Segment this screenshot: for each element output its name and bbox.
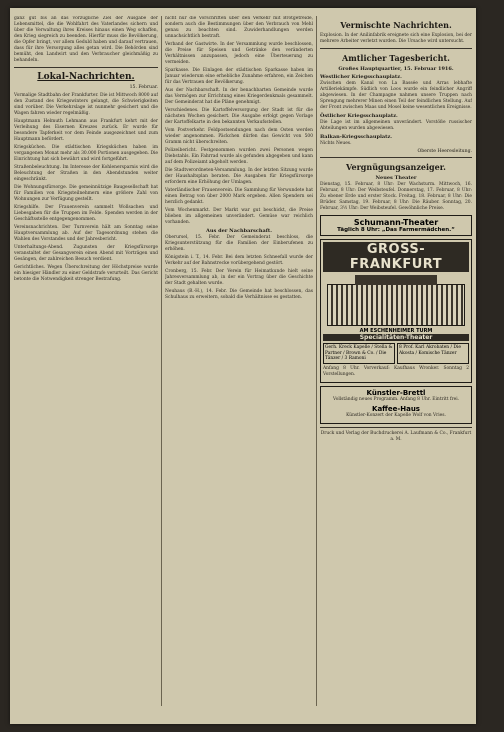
article-paragraph: Die Stadtverordneten-Versammlung. In der letzten Sitzung wurde der Haushaltsplan beraten. Die Ausgaben für Kriegsfürsorge erfordern eine Erhöhung der Umlagen.	[165, 168, 313, 185]
article-paragraph: Polizeibericht. Festgenommen wurden zwei Personen wegen Diebstahls. Ein Fahrrad wurde als gefunden abgegeben und kann auf dem Polizeiamt abgeholt werden.	[165, 148, 313, 165]
ad-title: GROSS-FRANKFURT	[323, 242, 469, 272]
column-divider	[161, 16, 162, 706]
subheading-west: Westlicher Kriegsschauplatz.	[320, 74, 402, 80]
ad-title: Schumann-Theater	[353, 218, 439, 227]
section-heading-misc: Vermischte Nachrichten.	[340, 20, 452, 30]
divider	[14, 67, 158, 68]
program-box: Gerh. Kreck Kapelle / Stella & Partner / Brown & Co. / Die Tänzer / 3 Ramoni	[323, 343, 395, 364]
ad-subtitle: AM ESCHENHEIMER TURM	[359, 328, 433, 334]
ad-title: Kaffee-Haus	[372, 404, 420, 413]
section-heading-entertainment: Vergnügungsanzeiger.	[346, 162, 446, 172]
article-paragraph: Hauptmann Helmuth Lehmann aus Frankfurt kehrt mit der Verleihung des Eisernen Kreuzes zurück. Er wurde für besondere Tapferkeit vor dem Feinde ausgezeichnet und zum Hauptmann befördert.	[14, 119, 158, 142]
dateline: 15. Februar.	[129, 85, 158, 90]
article-paragraph: Oberursel, 15. Febr. Der Gemeinderat beschloss, die Kriegsunterstützung für die Familien der Einberufenen zu erhöhen.	[165, 235, 313, 252]
article-paragraph: Die Lage ist im allgemeinen unverändert. Vorstöße russischer Abteilungen wurden abgewiesen.	[320, 120, 472, 131]
ad-schedule: Anfang 8 Uhr. Vorverkauf: Kaufhaus Wronker. Sonntag 2 Vorstellungen.	[323, 365, 469, 377]
ad-text: Künstler-Konzert der Kapelle Wolf von Vries.	[346, 412, 446, 418]
column-right	[320, 16, 472, 716]
article-paragraph: Aus der Nachbarschaft. In der benachbarten Gemeinde wurde das Vermögen zur Errichtung eines Kriegerdenkmals gesammelt. Der Gemeinderat hat die Pläne genehmigt.	[165, 88, 313, 105]
intro-paragraph: ganz gut bis an das vorzügliche Ziel der Ausgabe der Lebensmittel, die die Wohlfahrt des Vaterlandes sichern und über die Verwaltung ihres Kreises hinaus einen Weg schaffen, den Krieg siegreich zu beenden. Hierfür muss die Bevölkerung, die Opfer bringt, vor allem Geduld haben und darauf vertrauen, dass für ihre Versorgung alles getan wird. Die Behörden sind bemüht, den Landwirt und den Verbraucher gleichmäßig zu behandeln.	[14, 16, 158, 63]
column-middle	[165, 16, 313, 716]
column-left	[14, 16, 158, 716]
article-paragraph: Die Wohnungsfürsorge. Die gemeinnützige Baugesellschaft hat für Familien von Kriegsteilnehmern eine größere Zahl von Wohnungen zur Verfügung gestellt.	[14, 185, 158, 202]
article-paragraph: Explosion. In der Anilinfabrik ereignete sich eine Explosion, bei der mehrere Arbeiter verletzt wurden. Die Ursache wird untersucht.	[320, 33, 472, 44]
article-paragraph: Vormalige Stadtbahn der Frankfurter. Die ist Mittwoch 8000 auf den Zustand des Kriegswinters gelangt, die Schwierigkeiten sind vorüber. Die Verkehrslage ist nunmehr gesichert und die Wagen fahren wieder regelmäßig.	[14, 93, 158, 116]
signature: Oberste Heeresleitung.	[417, 149, 472, 154]
ad-tagline: Specialitäten-Theater	[323, 334, 469, 341]
article-paragraph: Vaterländischer Frauenverein. Die Sammlung für Verwundete hat einen Betrag von über 2000 Mark ergeben. Allen Spendern sei herzlich gedankt.	[165, 188, 313, 205]
article-paragraph: Kriegsküchen. Die städtischen Kriegsküchen haben im vergangenen Monat mehr als 30.000 Portionen ausgegeben. Die Einrichtung hat sich bewährt und wird fortgeführt.	[14, 145, 158, 162]
ad-gross-frankfurt	[320, 239, 472, 383]
article-paragraph: Vom Wochenmarkt. Der Markt war gut beschickt, die Preise blieben im allgemeinen unverändert. Gemüse war reichlich vorhanden.	[165, 208, 313, 225]
ad-program-grid	[323, 343, 469, 364]
program-box: 8 Prof. Karl Akrobaten / Die Akosta / Komische Tänzer	[397, 343, 469, 364]
article-paragraph: Straßenbeleuchtung. Im Interesse der Kohlenersparnis wird die Beleuchtung der Straßen in den Abendstunden weiter eingeschränkt.	[14, 165, 158, 182]
article-paragraph: Cronberg, 15. Febr. Der Verein für Heimatkunde hielt seine Jahresversammlung ab, in der ein Vortrag über die Geschichte der Stadt gehalten wurde.	[165, 269, 313, 286]
divider	[320, 157, 472, 158]
article-paragraph: Neuhaus (B.-H.), 14. Febr. Die Gemeinde hat beschlossen, das Schulhaus zu erweitern, sobald die Verhältnisse es gestatten.	[165, 289, 313, 300]
ad-kuenstler-brettl	[320, 386, 472, 424]
ad-title: Künstler-Brettl	[366, 388, 426, 397]
section-heading-report: Amtlicher Tagesbericht.	[342, 53, 450, 63]
ad-text: Vollständig neues Programm. Anfang 8 Uhr. Eintritt frei.	[332, 396, 460, 402]
theater-title: Neues Theater	[375, 175, 417, 181]
article-paragraph: Vom Postverkehr. Feldpostsendungen nach dem Osten werden wieder angenommen. Päckchen dürfen das Gewicht von 500 Gramm nicht überschreiten.	[165, 128, 313, 145]
article-paragraph: Nichts Neues.	[320, 141, 352, 146]
newspaper-page	[10, 8, 476, 724]
report-dateline: Großes Hauptquartier, 15. Februar 1916.	[338, 66, 454, 72]
article-paragraph: Gerichtliches. Wegen Überschreitung der Höchstpreise wurde ein hiesiger Händler zu einer Geldstrafe verurteilt. Das Gericht betonte die Notwendigkeit strenger Bestrafung.	[14, 265, 158, 282]
article-paragraph: Unterhaltungs-Abend. Zugunsten der Kriegsfürsorge veranstaltet der Gesangverein einen Abend mit Vorträgen und Gesängen, der zahlreichen Besuch verdient.	[14, 245, 158, 262]
imprint-footer: Druck und Verlag der Buchdruckerei A. Laufmann & Co., Frankfurt a. M.	[320, 430, 472, 442]
ad-schumann-theater	[320, 215, 472, 236]
article-paragraph: Kriegshilfe. Der Frauenverein sammelt Wollsachen und Liebesgaben für die Truppen im Felde. Spenden werden in der Geschäftsstelle entgegengenommen.	[14, 205, 158, 222]
subheading-balkan: Balkan-Kriegsschauplatz.	[320, 134, 393, 140]
article-paragraph: Verband der Gastwirte. In der Versammlung wurde beschlossen, die Preise für Speisen und Getränke den veränderten Verhältnissen anzupassen, jedoch eine Überteuerung zu vermeiden.	[165, 42, 313, 65]
section-heading-local: Lokal-Nachrichten.	[37, 72, 135, 82]
building-illustration	[327, 284, 465, 326]
ad-subtitle: Täglich 8 Uhr: „Das Farmermädchen.“	[337, 227, 455, 233]
subheading-east: Östlicher Kriegsschauplatz.	[320, 113, 398, 119]
article-paragraph: Königstein i. T., 14. Febr. Bei dem letzten Schneefall wurde der Verkehr auf der Bahnstrecke vorübergehend gestört.	[165, 255, 313, 266]
subheading-neighborhood: Aus der Nachbarschaft.	[206, 228, 272, 234]
theater-schedule: Dienstag, 15. Februar, 8 Uhr: Der Wachsturm. Mittwoch, 16. Februar, 8 Uhr: Der Weibsteufel. Donnerstag, 17. Februar, 8 Uhr: Zu ebener Erde und erster Stock. Freitag, 18. Februar, 8 Uhr: Die Brüder. Samstag, 19. Februar, 8 Uhr: Die Räuber. Sonntag, 20. Februar, 3½ Uhr: Der Weibsteufel. Gewöhnliche Preise.	[320, 182, 472, 211]
article-paragraph: Vereinsnachrichten. Der Turnverein hält am Sonntag seine Hauptversammlung ab. Auf der Tagesordnung stehen die Wahlen des Vorstandes und der Jahresbericht.	[14, 225, 158, 242]
article-paragraph: nicht nur die Vorschriften über den Verkehr mit Brotgetreide, sondern auch die Bestimmungen über den Verbrauch von Mehl genau zu beachten sind. Zuwiderhandlungen werden unnachsichtlich bestraft.	[165, 16, 313, 39]
article-paragraph: Zwischen dem Kanal von La Bassée und Arras lebhafte Artilleriekämpfe. Südlich von Loos wurde ein feindlicher Angriff abgewiesen. In der Champagne nahmen unsere Truppen nach Sprengung mehrerer Minen einen Teil der feindlichen Stellung. Auf der Front zwischen Maas und Mosel keine wesentlichen Ereignisse.	[320, 81, 472, 110]
divider	[320, 427, 472, 428]
column-divider	[316, 16, 317, 706]
article-paragraph: Verschiedenes. Die Kartoffelversorgung der Stadt ist für die nächsten Wochen gesichert. Die Ausgabe erfolgt gegen Vorlage der Kartoffelkarte in den bekannten Verkaufsstellen.	[165, 108, 313, 125]
article-paragraph: Sparkasse. Die Einlagen der städtischen Sparkasse haben im Januar wiederum eine erhebliche Zunahme erfahren, ein Zeichen für das Vertrauen der Bevölkerung.	[165, 68, 313, 85]
divider	[320, 48, 472, 49]
